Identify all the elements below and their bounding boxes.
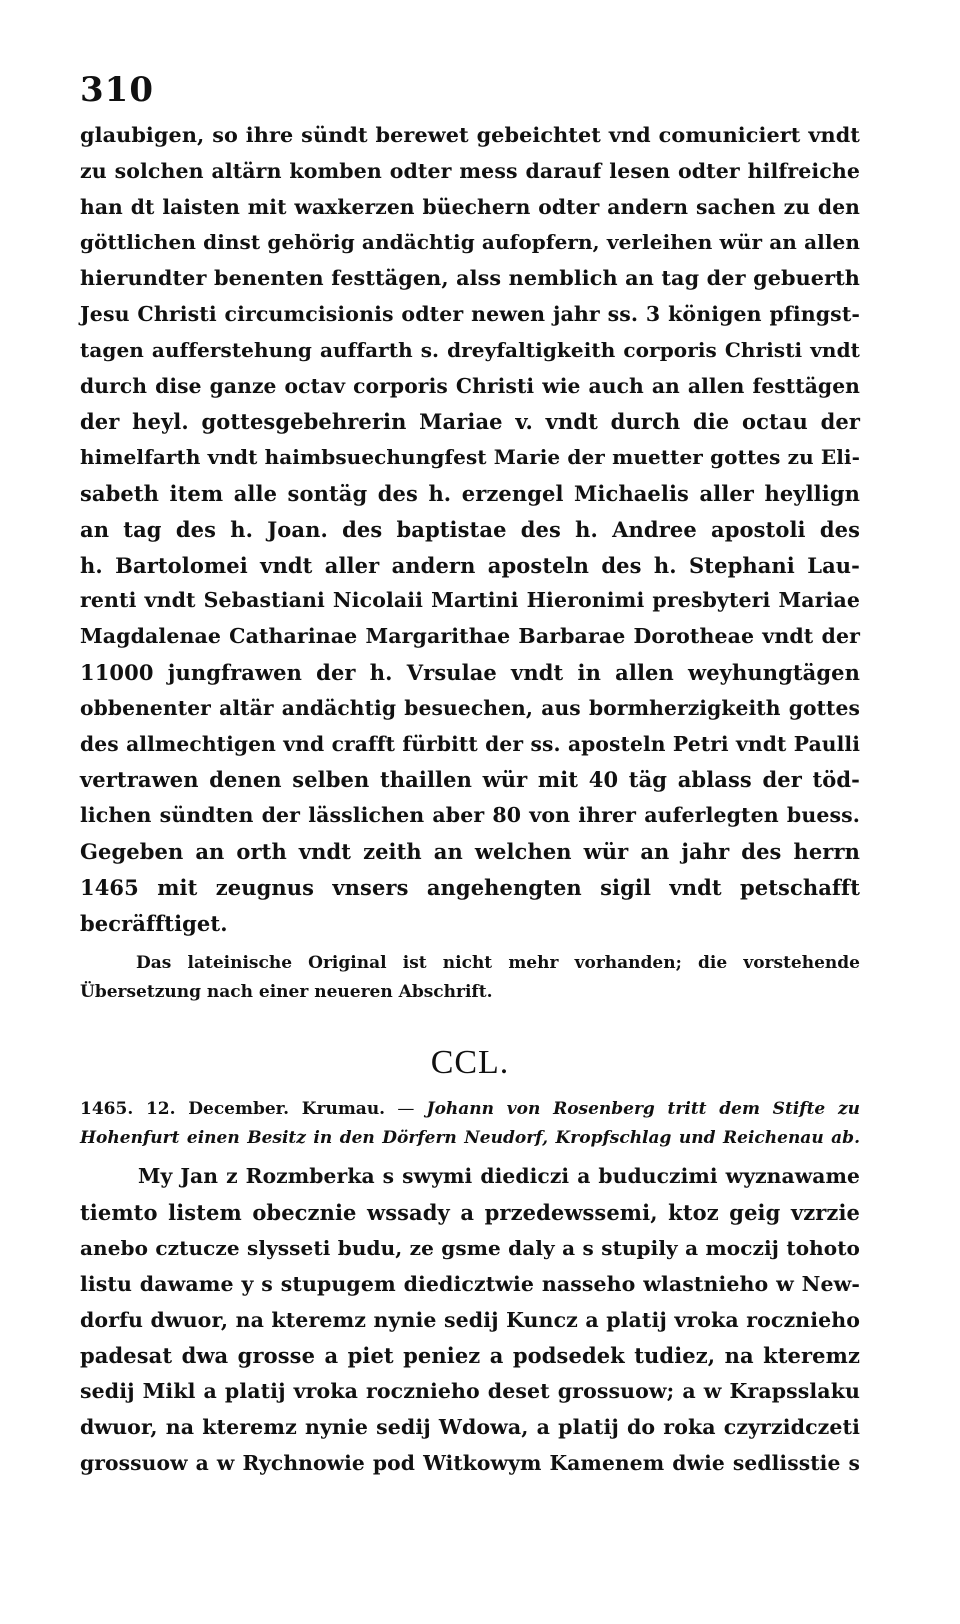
note-line: Das lateinische Original ist nicht mehr vorhanden; die vorstehende <box>136 953 860 974</box>
text-line: grossuow a w Rychnowie pod Witkowym Kamenem dwie sedlisstie s <box>80 1450 860 1475</box>
text-line: der heyl. gottesgebehrerin Mariae v. vndt durch die octau der <box>80 409 860 435</box>
text-line: han dt laisten mit waxkerzen büechern odter andern sachen zu den <box>80 194 860 219</box>
text-line: renti vndt Sebastiani Nicolaii Martini Hieronimi presbyteri Mariae <box>80 588 860 613</box>
text-line: listu dawame y s stupugem diedicztwie nasseho wlastnieho w New- <box>80 1271 860 1296</box>
text-line: becräfftiget. <box>80 910 228 936</box>
regest-text: Hohenfurt einen Besitz in den Dörfern Neudorf, Kropfschlag und Reichenau ab. <box>80 1128 860 1149</box>
text-line: anebo cztucze slysseti budu, ze gsme daly a s stupily a moczij tohoto <box>80 1235 860 1260</box>
text-line: obbenenter altär andächtig besuechen, aus bormherzigkeith gottes <box>80 695 860 720</box>
text-line: himelfarth vndt haimbsuechungfest Marie der muetter gottes zu Eli- <box>80 445 860 470</box>
note-line: Übersetzung nach einer neueren Abschrift. <box>80 982 493 1003</box>
charter-text <box>80 1159 860 1481</box>
text-line: sabeth item alle sontäg des h. erzengel Michaelis aller heyllign <box>80 480 860 506</box>
text-line: Gegeben an orth vndt zeith an welchen wür an jahr des herrn <box>80 838 860 864</box>
text-line: glaubigen, so ihre sündt berewet gebeichtet vnd comuniciert vndt <box>80 123 860 147</box>
regest <box>80 1095 860 1153</box>
text-line: an tag des h. Joan. des baptistae des h. Andree apostoli des <box>80 516 860 542</box>
text-line: sedij Mikl a platij vroka rocznieho deset grossuow; a w Krapsslaku <box>80 1379 860 1404</box>
text-line: tiemto listem obecznie wssady a przedewssemi, ktoz geig vzrzie <box>80 1200 860 1226</box>
text-line: Magdalenae Catharinae Margarithae Barbarae Dorotheae vndt der <box>80 624 860 649</box>
text-line: My Jan z Rozmberka s swymi diediczi a buduczimi wyznawame <box>138 1164 860 1189</box>
text-line: des allmechtigen vnd crafft fürbitt der ss. aposteln Petri vndt Paulli <box>80 731 860 756</box>
regest-text: Johann von Rosenberg tritt dem Stifte zu <box>426 1099 860 1120</box>
text-line: tagen aufferstehung auffarth s. dreyfaltigkeith corporis Christi vndt <box>80 337 860 362</box>
text-line: 1465 mit zeugnus vnsers angehengten sigil vndt petschafft <box>80 874 860 900</box>
text-line: dwuor, na kteremz nynie sedij Wdowa, a platij do roka czyrzidczeti <box>80 1414 860 1439</box>
section-number: CCL. <box>430 1044 510 1082</box>
text-line: lichen sündten der lässlichen aber 80 von ihrer auferlegten buess. <box>80 803 860 828</box>
text-line: zu solchen altärn komben odter mess darauf lesen odter hilfreiche <box>80 158 860 183</box>
text-line: göttlichen dinst gehörig andächtig aufopfern, verleihen wür an allen <box>80 230 860 255</box>
text-line: 11000 jungfrawen der h. Vrsulae vndt in allen weyhungtägen <box>80 659 860 685</box>
text-line: vertrawen denen selben thaillen wür mit 40 täg ablass der töd- <box>80 767 860 793</box>
text-line: Jesu Christi circumcisionis odter newen jahr ss. 3 königen pfingst- <box>80 301 860 326</box>
text-line: dorfu dwuor, na kteremz nynie sedij Kuncz a platij vroka rocznieho <box>80 1307 860 1332</box>
text-line: hierundter benenten festtägen, alss nemblich an tag der gebuerth <box>80 266 860 291</box>
page-number: 310 <box>80 70 154 110</box>
text-line: padesat dwa grosse a piet peniez a podsedek tudiez, na kteremz <box>80 1343 860 1369</box>
regest-line <box>80 1095 860 1124</box>
main-paragraph <box>80 118 860 941</box>
editorial-note <box>80 949 860 1007</box>
regest-dash: — <box>397 1099 415 1120</box>
text-line: durch dise ganze octav corporis Christi wie auch an allen festtägen <box>80 373 860 398</box>
document-page <box>80 70 860 1482</box>
text-line: h. Bartolomei vndt aller andern aposteln des h. Stephani Lau- <box>80 552 860 578</box>
regest-date: 1465. 12. December. Krumau. <box>80 1099 386 1120</box>
